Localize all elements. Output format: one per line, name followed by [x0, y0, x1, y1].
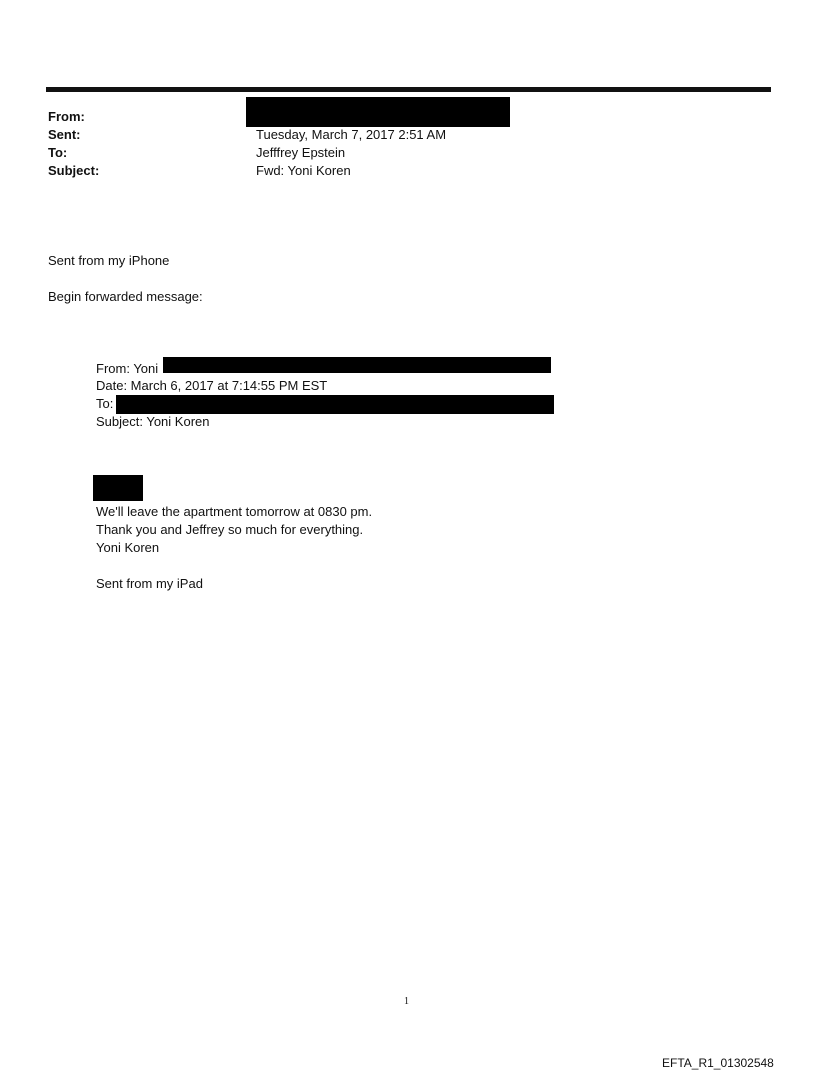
document-id: EFTA_R1_01302548: [662, 1056, 774, 1070]
message-line-1: We'll leave the apartment tomorrow at 0830 pm.: [96, 504, 373, 519]
forwarded-from-redaction: [163, 357, 551, 373]
from-label: From:: [48, 109, 85, 124]
subject-label: Subject:: [48, 163, 100, 178]
sent-label: Sent:: [48, 127, 81, 142]
sent-value: Tuesday, March 7, 2017 2:51 AM: [256, 127, 447, 142]
forwarded-to-redaction: [116, 395, 554, 414]
from-redaction: [246, 97, 510, 127]
subject-value: Fwd: Yoni Koren: [256, 163, 351, 178]
sent-from-iphone: Sent from my iPhone: [48, 253, 170, 268]
page-number: 1: [404, 996, 409, 1007]
begin-forwarded-message: Begin forwarded message:: [48, 289, 203, 304]
to-label: To:: [48, 145, 68, 160]
forwarded-to: To:: [96, 396, 114, 411]
sent-from-ipad: Sent from my iPad: [96, 576, 203, 591]
header-divider: [46, 87, 771, 92]
to-value: Jefffrey Epstein: [256, 145, 346, 160]
forwarded-from: From: Yoni: [96, 361, 159, 376]
forwarded-subject: Subject: Yoni Koren: [96, 414, 210, 429]
message-line-3: Yoni Koren: [96, 540, 160, 555]
forwarded-date: Date: March 6, 2017 at 7:14:55 PM EST: [96, 378, 328, 393]
greeting-redaction: [93, 475, 143, 501]
message-line-2: Thank you and Jeffrey so much for everything.: [96, 522, 364, 537]
